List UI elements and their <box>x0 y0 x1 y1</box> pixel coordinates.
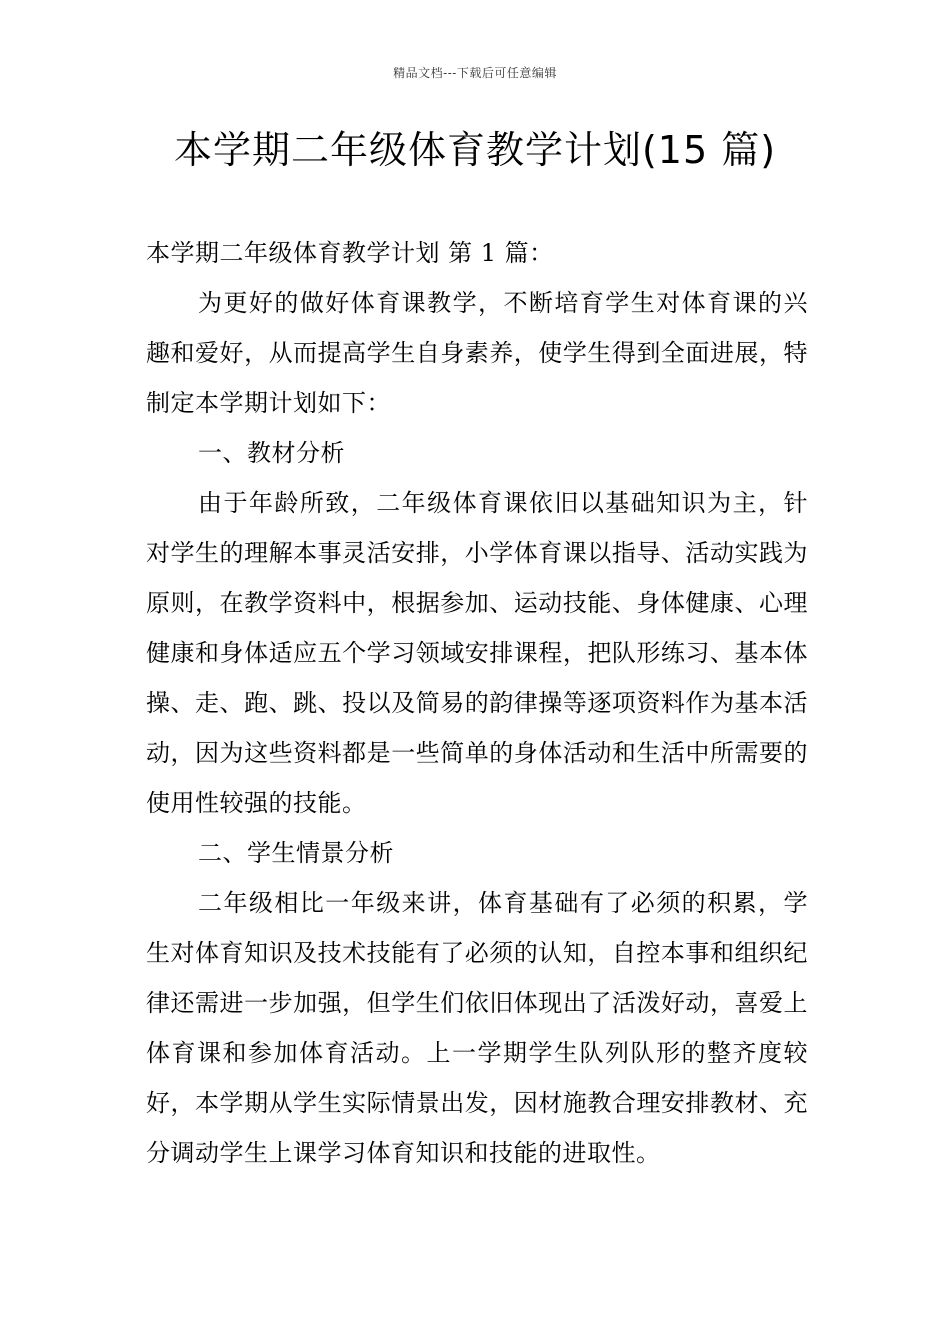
paragraph-intro: 为更好的做好体育课教学，不断培育学生对体育课的兴趣和爱好，从而提高学生自身素养，使学生得到全面进展，特制定本学期计划如下： <box>146 289 808 417</box>
paragraph-student-analysis: 二年级相比一年级来讲，体育基础有了必须的积累，学生对体育知识及技术技能有了必须的认知，自控本事和组织纪律还需进一步加强，但学生们依旧体现出了活泼好动，喜爱上体育课和参加体育活动。上一学期学生队列队形的整齐度较好，本学期从学生实际情景出发，因材施教合理安排教材、充分调动学生上课学习体育知识和技能的进取性。 <box>146 889 808 1167</box>
heading-textbook-analysis: 一、教材分析 <box>198 439 345 467</box>
heading-student-analysis: 二、学生情景分析 <box>198 839 394 867</box>
paragraph-textbook-analysis: 由于年龄所致，二年级体育课依旧以基础知识为主，针对学生的理解本事灵活安排，小学体育课以指导、活动实践为原则，在教学资料中，根据参加、运动技能、身体健康、心理健康和身体适应五个学习领域安排课程，把队形练习、基本体操、走、跑、跳、投以及简易的韵律操等逐项资料作为基本活动，因为这些资料都是一些简单的身体活动和生活中所需要的使用性较强的技能。 <box>146 489 808 817</box>
header-note: 精品文档---下载后可任意编辑 <box>393 66 557 80</box>
section-label: 本学期二年级体育教学计划 第 1 篇： <box>146 239 554 267</box>
document-body <box>146 228 808 1178</box>
document-title: 本学期二年级体育教学计划(15 篇) <box>173 128 777 172</box>
